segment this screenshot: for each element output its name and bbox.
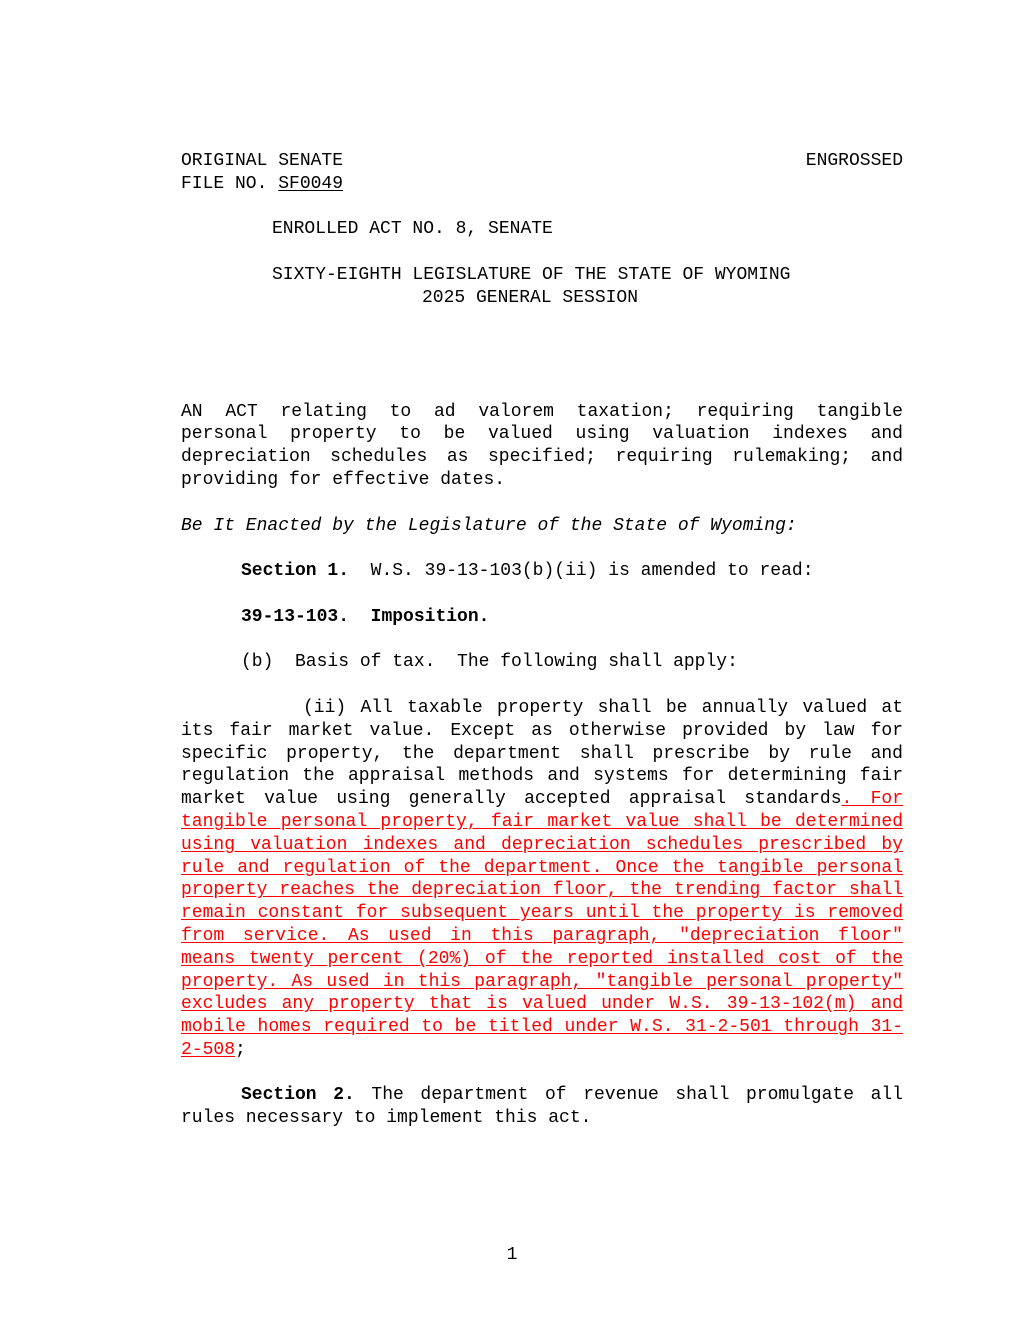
enacting-clause: Be It Enacted by the Legislature of the State of Wyoming: (181, 515, 797, 536)
section-1-text: W.S. 39-13-103(b)(ii) is amended to read: (370, 561, 814, 582)
paragraph-ii-tail: ; (235, 1039, 246, 1060)
section-1-label: Section 1. (241, 561, 350, 582)
session-title: 2025 GENERAL SESSION (422, 287, 639, 308)
header-row (181, 150, 903, 173)
section-1 (181, 560, 903, 583)
paragraph-ii-amendment: . For tangible personal property, fair market value shall be determined using valuation indexes and depreciation schedules prescribed by rule and regulation of the department. Once the tangible personal property reaches the depreciation floor, the trending factor shall remain constant for subsequent years until the property is removed from service. As used in this paragraph, "depreciation floor" means twenty percent (20%) of the reported installed cost of the property. As used in this paragraph, "tangible personal property" excludes any property that is valued under W.S. 39-13-102(m) and mobile homes required to be titled under W.S. 31-2-501 through 31-2-508 (181, 789, 903, 1060)
act-title-paragraph: AN ACT relating to ad valorem taxation; requiring tangible personal property to be valued using valuation indexes and depreciation schedules as specified; requiring rulemaking; and providing for effective dates. (181, 401, 903, 490)
section-2-label: Section 2. (241, 1085, 355, 1106)
statute-title: Imposition. (370, 606, 490, 627)
legislature-block (181, 264, 903, 310)
section-2-text: The department of revenue shall promulgate all rules necessary to implement this act. (181, 1085, 903, 1129)
engrossed-label: ENGROSSED (805, 151, 903, 171)
statute-number: 39-13-103. (241, 606, 350, 627)
file-number-value: SF0049 (278, 173, 344, 194)
file-number-label: FILE NO. (181, 173, 279, 194)
document-page (181, 150, 903, 1130)
enrolled-act: ENROLLED ACT NO. 8, SENATE (272, 219, 553, 240)
file-number (181, 173, 903, 196)
section-2 (181, 1084, 903, 1130)
subsection-b: (b) Basis of tax. The following shall apply: (241, 652, 738, 673)
paragraph-ii-lead: (ii) All taxable property shall be annually valued at its fair market value. Except as otherwise provided by law for specific property, the department shall prescribe by rule and regulation the appraisal methods and systems for determining fair market value using generally accepted appraisal standards (181, 697, 903, 810)
page-number: 1 (506, 1245, 518, 1265)
original-senate-label: ORIGINAL SENATE (181, 151, 344, 171)
legislature-title: SIXTY-EIGHTH LEGISLATURE OF THE STATE OF WYOMING (272, 264, 791, 285)
paragraph-ii (181, 697, 903, 1062)
statute-heading (181, 606, 903, 629)
